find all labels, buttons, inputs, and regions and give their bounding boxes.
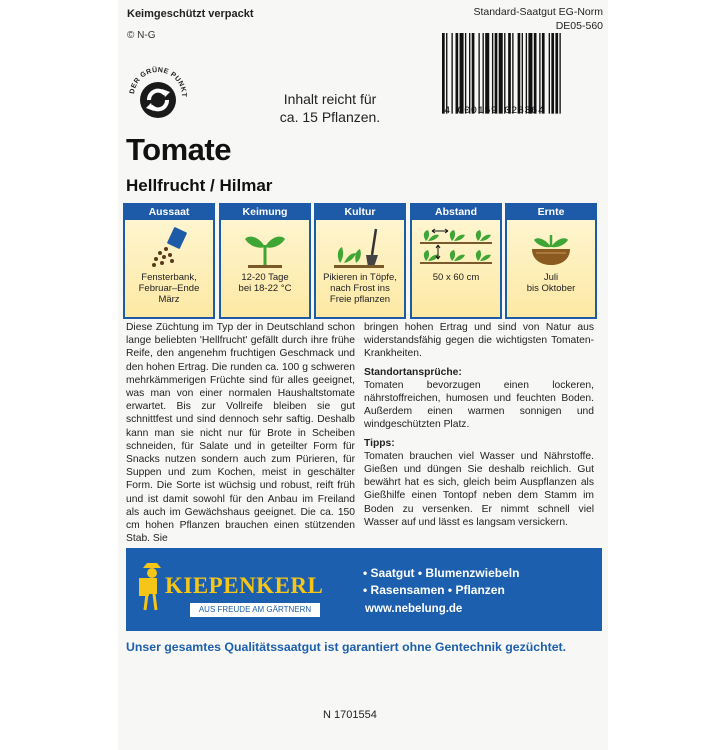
info-box-text: bei 18-22 °C — [238, 283, 292, 294]
spacing-rows-icon — [418, 225, 494, 269]
info-box-title: Keimung — [221, 205, 309, 220]
info-box-text: Pikieren in Töpfe, — [323, 272, 397, 283]
info-box-title: Kultur — [316, 205, 404, 220]
brand-product-list — [363, 565, 519, 599]
info-box-title: Aussaat — [125, 205, 213, 220]
brand-list-item: • Saatgut • Blumenzwiebeln — [363, 566, 520, 580]
standard-text: Standard-Saatgut EG-Norm — [473, 6, 603, 18]
info-box-text: Fensterbank, — [141, 272, 197, 283]
barcode-digits: 4 000159 028364 — [444, 105, 545, 117]
content-note-line1: Inhalt reicht für — [283, 91, 377, 107]
product-variety: Hellfrucht / Hilmar — [126, 176, 273, 195]
location-text: Tomaten bevorzugen einen lockeren, nährstoffreichen, humosen und feuchten Boden. Außerdem einen warmen sonnigen und windgeschützten Platz. — [364, 379, 594, 431]
info-box-title: Ernte — [507, 205, 595, 220]
info-box-abstand — [410, 203, 502, 319]
tips-heading: Tipps: — [364, 437, 395, 449]
info-box-keimung — [219, 203, 311, 319]
right-column — [364, 321, 594, 529]
brand-tagline: AUS FREUDE AM GÄRTNERN — [190, 603, 320, 617]
tips-text: Tomaten brauchen viel Wasser und Nährstoffe. Gießen und düngen Sie deshalb reichlich. Gut bewährt hat es sich, gleich beim Auspflanzen als Gießhilfe einen Tontopf neben dem Stamm im Boden zu versenken. Er nimmt schnell viel Wasser auf und lässt es langsam versickern. — [364, 450, 594, 528]
kiepenkerl-figure-icon — [137, 560, 167, 612]
gruener-punkt-logo — [122, 56, 194, 128]
content-note — [265, 90, 395, 126]
info-box-text: Februar–Ende — [138, 283, 200, 294]
info-box-text: Juli — [543, 272, 559, 283]
planting-shovel-icon — [330, 225, 390, 269]
info-box-text: 12-20 Tage — [241, 272, 289, 283]
brand-url[interactable]: www.nebelung.de — [365, 603, 463, 615]
content-note-line2: ca. 15 Pflanzen. — [279, 109, 381, 125]
info-box-text: bis Oktober — [526, 283, 576, 294]
info-box-text: März — [158, 294, 180, 305]
info-box-text: 50 x 60 cm — [432, 272, 480, 283]
article-number: N 1701554 — [323, 709, 377, 721]
info-box-aussaat — [123, 203, 215, 319]
gmo-free-statement: Unser gesamtes Qualitätssaatgut ist garantiert ohne Gentechnik gezüchtet. — [126, 640, 567, 654]
location-heading: Standortansprüche: — [364, 366, 462, 378]
standard-code: DE05-560 — [555, 20, 603, 32]
info-box-text: nach Frost ins — [330, 283, 390, 294]
brand-name: KIEPENKERL — [165, 573, 324, 598]
info-box-text: Freie pflanzen — [329, 294, 391, 305]
seed-packet-icon — [144, 225, 194, 269]
product-title: Tomate — [126, 132, 231, 167]
svg-text:DER GRÜNE PUNKT: DER GRÜNE PUNKT — [129, 66, 188, 98]
seedling-icon — [240, 225, 290, 269]
brand-list-item: • Rasensamen • Pflanzen — [363, 583, 505, 597]
harvest-bowl-icon — [526, 225, 576, 269]
copyright-label: © N-G — [127, 30, 156, 41]
info-box-kultur — [314, 203, 406, 319]
ean-barcode — [440, 33, 600, 116]
description-continued: bringen hohen Ertrag und sind von Natur aus widerstandsfähig gegen die wichtigsten Tomaten-Krankheiten. — [364, 322, 594, 360]
info-box-title: Abstand — [412, 205, 500, 220]
header-left-label: Keimgeschützt verpackt — [127, 8, 254, 20]
standard-label — [473, 5, 603, 33]
info-box-ernte — [505, 203, 597, 319]
description-text: Diese Züchtung im Typ der in Deutschland schon lange beliebten 'Hellfrucht' gefällt durch ihre frühe Reife, den angenehm fruchtigen Geschmack und den hohen Ertrag. Die runden ca. 100 g schweren mehrkämmerigen Früchte sind für alles geeignet, was man von einer normalen Haushaltstomate erwartet. Bis zur Vollreife bleiben sie gut schnittfest und sind dennoch sehr saftig. Deshalb kann man sie nicht nur für Brote in Scheiben schneiden, für Salate und in geteilter Form für Snacks nutzen sondern auch zum Pürieren, für Suppen und zum Kochen, meist in geschälter Form. Die Sorte ist wüchsig und robust, reift früh und ist damit sowohl für den Anbau im Freiland als auch im Gewächshaus geeignet. Die ca. 150 cm hohen Pflanzen brauchen einen stützenden Stab. Sie — [126, 322, 355, 545]
